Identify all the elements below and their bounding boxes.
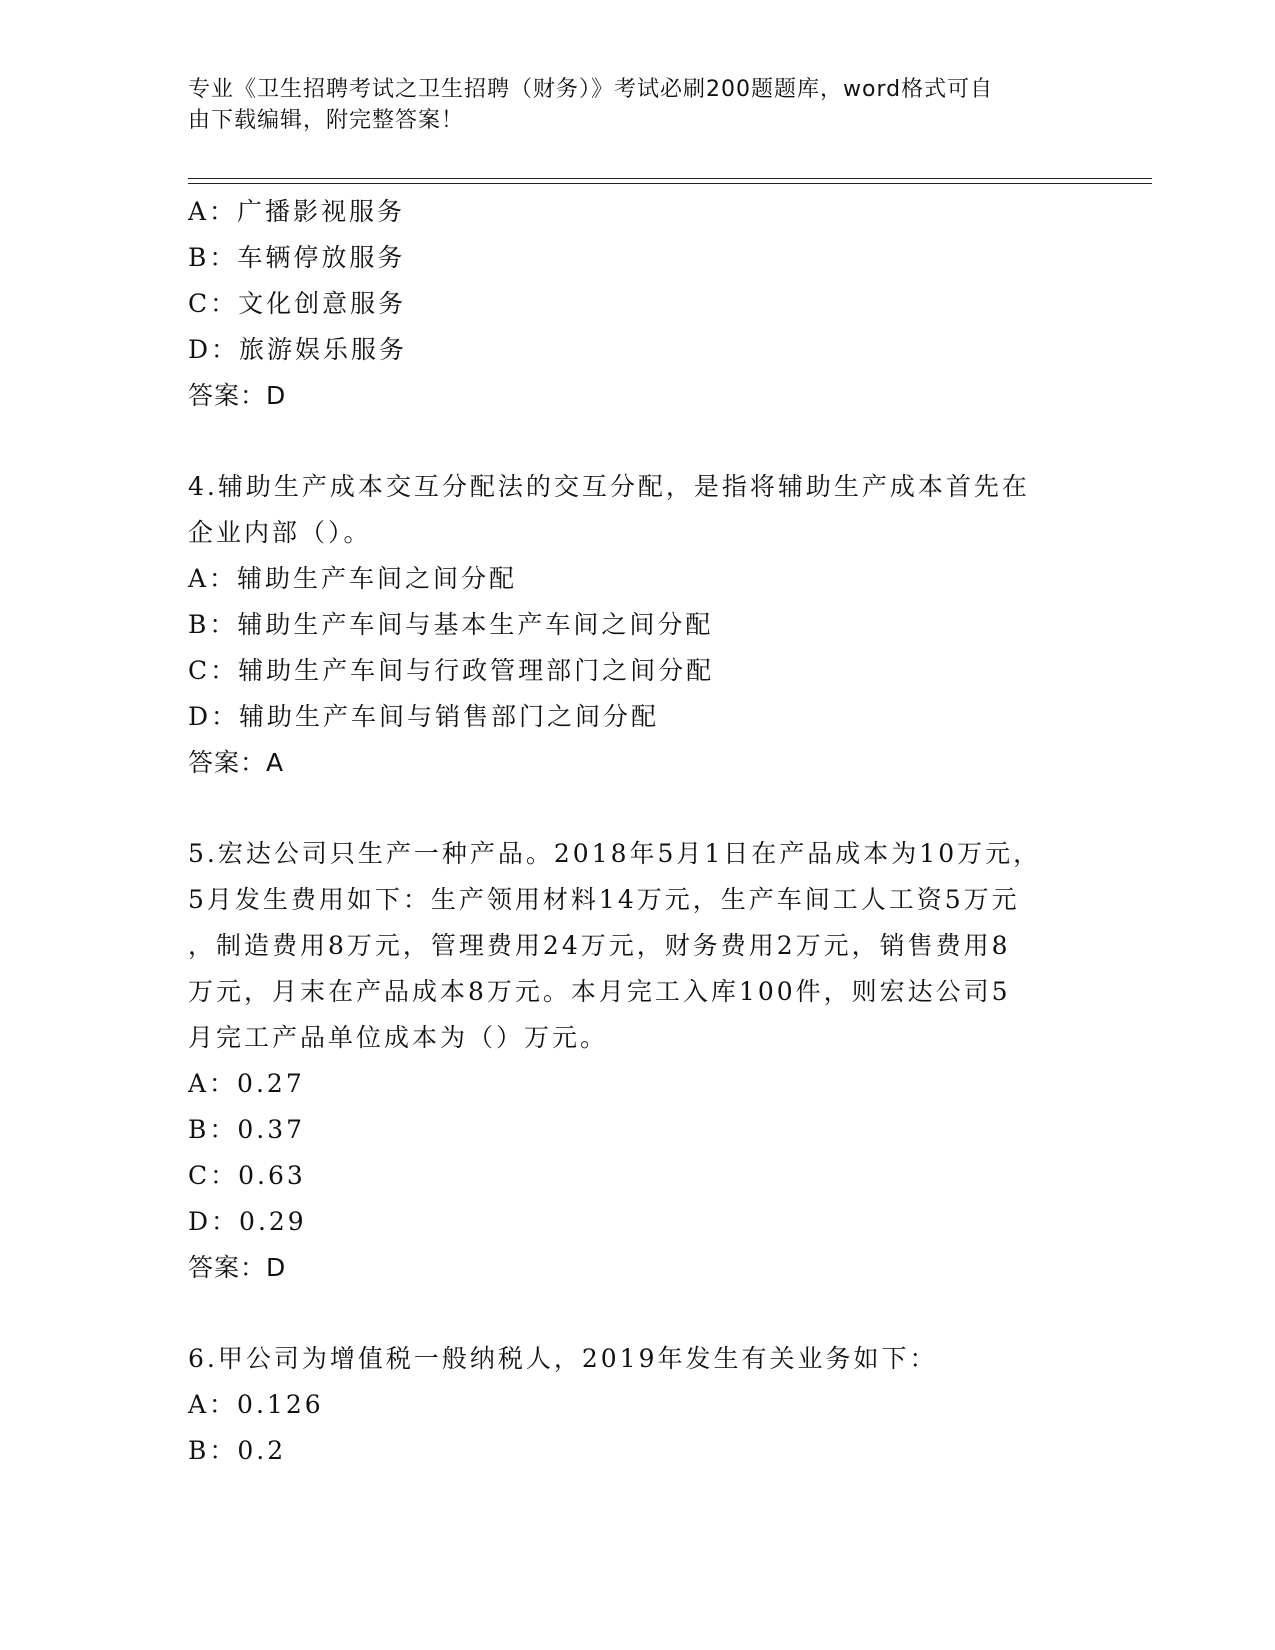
header-line-2: 由下载编辑，附完整答案！ bbox=[188, 108, 465, 133]
header-divider-bottom bbox=[188, 183, 1152, 184]
option-d: D：旅游娱乐服务 bbox=[188, 335, 408, 364]
option-b: B：车辆停放服务 bbox=[188, 243, 406, 272]
question-5 bbox=[188, 831, 1088, 1291]
question-stem: 4.辅助生产成本交互分配法的交互分配，是指将辅助生产成本首先在 bbox=[188, 472, 1030, 501]
option-c: C：辅助生产车间与行政管理部门之间分配 bbox=[188, 656, 715, 685]
question-stem: 企业内部（）。 bbox=[188, 518, 372, 547]
question-6 bbox=[188, 1336, 1088, 1474]
document-header bbox=[188, 74, 1068, 136]
option-a: A：广播影视服务 bbox=[188, 197, 406, 226]
option-b: B：0.37 bbox=[188, 1115, 306, 1144]
answer: 答案：D bbox=[188, 1253, 287, 1282]
option-d: D：辅助生产车间与销售部门之间分配 bbox=[188, 702, 660, 731]
question-list bbox=[188, 189, 1088, 1474]
question-stem: 月完工产品单位成本为（）万元。 bbox=[188, 1023, 609, 1052]
option-b: B：0.2 bbox=[188, 1436, 287, 1465]
question-stem: ，制造费用8万元，管理费用24万元，财务费用2万元，销售费用8 bbox=[188, 931, 1011, 960]
option-a: A：0.126 bbox=[188, 1390, 324, 1419]
option-a: A：辅助生产车间之间分配 bbox=[188, 564, 518, 593]
header-line-1: 专业《卫生招聘考试之卫生招聘（财务）》考试必刷200题题库，word格式可自 bbox=[188, 77, 994, 102]
question-stem: 5.宏达公司只生产一种产品。2018年5月1日在产品成本为10万元， bbox=[188, 839, 1042, 868]
header-divider-top bbox=[188, 178, 1152, 179]
option-b: B：辅助生产车间与基本生产车间之间分配 bbox=[188, 610, 714, 639]
answer: 答案：A bbox=[188, 748, 285, 777]
question-stem: 万元，月末在产品成本8万元。本月完工入库100件，则宏达公司5 bbox=[188, 977, 1011, 1006]
question-stem: 5月发生费用如下：生产领用材料14万元，生产车间工人工资5万元 bbox=[188, 885, 1020, 914]
question-stem: 6.甲公司为增值税一般纳税人，2019年发生有关业务如下： bbox=[188, 1344, 938, 1373]
answer: 答案：D bbox=[188, 381, 287, 410]
option-a: A：0.27 bbox=[188, 1069, 305, 1098]
option-d: D：0.29 bbox=[188, 1207, 307, 1236]
option-c: C：0.63 bbox=[188, 1161, 306, 1190]
question-3 bbox=[188, 189, 1088, 419]
option-c: C：文化创意服务 bbox=[188, 289, 407, 318]
question-4 bbox=[188, 464, 1088, 786]
